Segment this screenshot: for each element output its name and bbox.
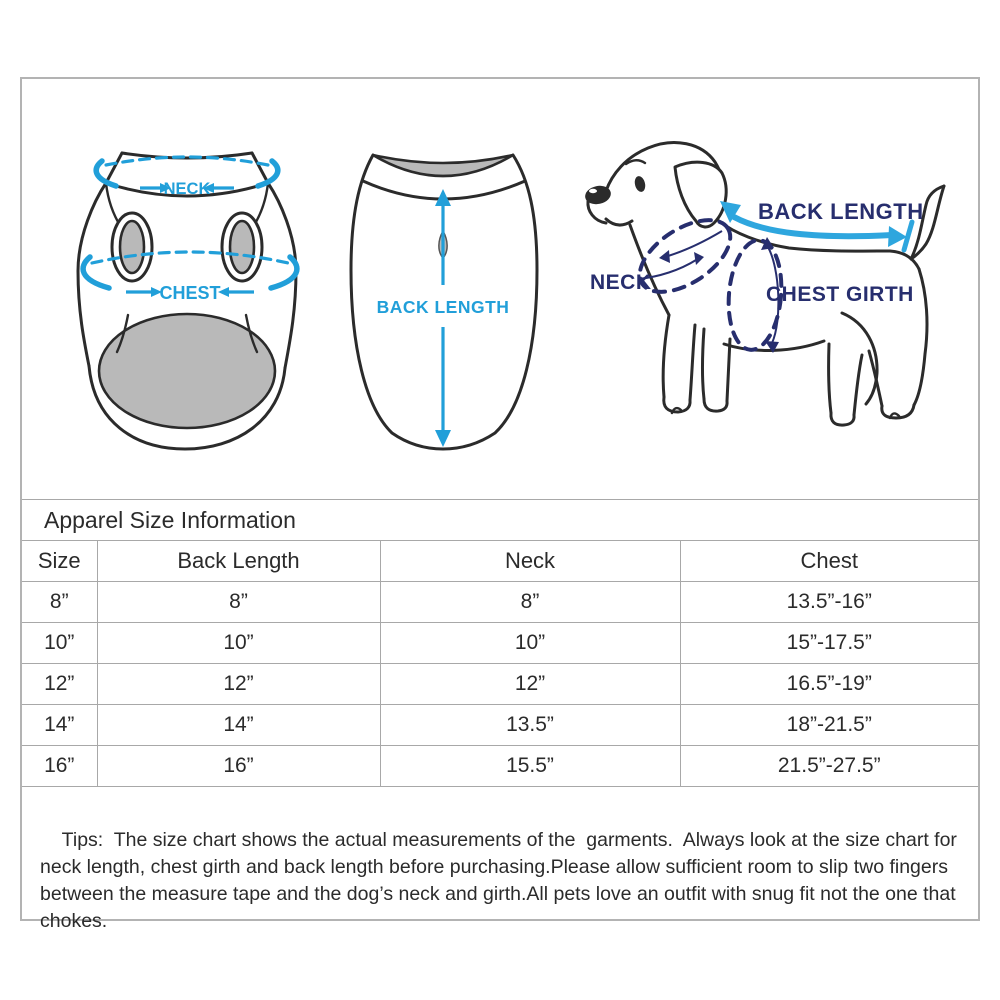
cell-neck: 13.5” [380,705,680,746]
size-table [22,541,978,787]
dog-frontleg-outer [663,315,669,397]
cell-neck: 8” [380,582,680,623]
back-length-label: BACK LENGTH [376,297,510,317]
cell-back-length: 14” [97,705,380,746]
col-header-chest: Chest [680,541,978,582]
cell-size: 8” [22,582,97,623]
dog-neck-arrowhead1 [694,252,704,265]
vest-chest-label: CHEST [159,283,221,303]
table-row [22,705,978,746]
dog-eye [633,175,647,193]
tips-text: Tips: The size chart shows the actual measurements of the garments. Always look at the size chart for neck length, chest girth and back length before purchasing.Please allow sufficient room to slip two fingers between the measure tape and the dog’s neck and girth.All pets love an outfit with snug fit not the one that chokes. [40,829,963,932]
cell-chest: 18”-21.5” [680,705,978,746]
dog-frontleg-inner [690,325,695,400]
table-row [22,582,978,623]
dog-neck-arrow2 [668,231,722,256]
cell-neck: 10” [380,623,680,664]
table-row [22,623,978,664]
cell-neck: 12” [380,664,680,705]
dog-farfrontleg-outer [703,329,705,399]
dog-farhindleg-outer [829,344,831,413]
back-collar [373,155,513,176]
back-arrowhead-down [435,430,451,447]
table-title-row [22,500,978,541]
vest-armhole-right-inner [230,221,254,273]
measurement-diagrams [22,79,978,500]
cell-back-length: 8” [97,582,380,623]
dog-nose-highlight [589,189,597,193]
dog-neck-arrowhead2 [659,250,670,263]
table-row [22,746,978,787]
dog-ear [675,162,726,227]
tips-section [22,787,978,932]
size-chart-panel [20,77,980,932]
cell-chest: 21.5”-27.5” [680,746,978,787]
dog-chest-girth-label: CHEST GIRTH [766,283,914,306]
vest-neck-label: NECK [163,180,211,198]
cell-size: 14” [22,705,97,746]
dog-diagram [574,129,979,474]
col-header-size: Size [22,541,97,582]
cell-size: 10” [22,623,97,664]
dog-farhindleg-inner [854,355,862,415]
cell-back-length: 12” [97,664,380,705]
dog-farhindpaw [831,413,854,425]
dog-frontpaw [664,397,690,412]
vest-back-diagram [347,145,547,455]
vest-armhole-left-inner [120,221,144,273]
header-row [22,541,978,582]
cell-chest: 15”-17.5” [680,623,978,664]
table-row [22,664,978,705]
dog-mouth [606,219,632,225]
cell-back-length: 10” [97,623,380,664]
col-header-neck: Neck [380,541,680,582]
dog-neck-label: NECK [590,271,652,294]
dog-hindleg-outer [914,269,927,405]
dog-chin [588,201,606,223]
dog-back-length-label: BACK LENGTH [758,199,924,224]
table-title: Apparel Size Information [44,506,296,533]
col-header-back-length: Back Length [97,541,380,582]
cell-chest: 13.5”-16” [680,582,978,623]
dog-farfrontleg-inner [727,339,730,401]
cell-size: 16” [22,746,97,787]
cell-back-length: 16” [97,746,380,787]
vest-collar-top [122,153,252,158]
cell-chest: 16.5”-19” [680,664,978,705]
cell-size: 12” [22,664,97,705]
vest-front-diagram [64,141,310,461]
dog-farfrontpaw [704,399,727,411]
cell-neck: 15.5” [380,746,680,787]
